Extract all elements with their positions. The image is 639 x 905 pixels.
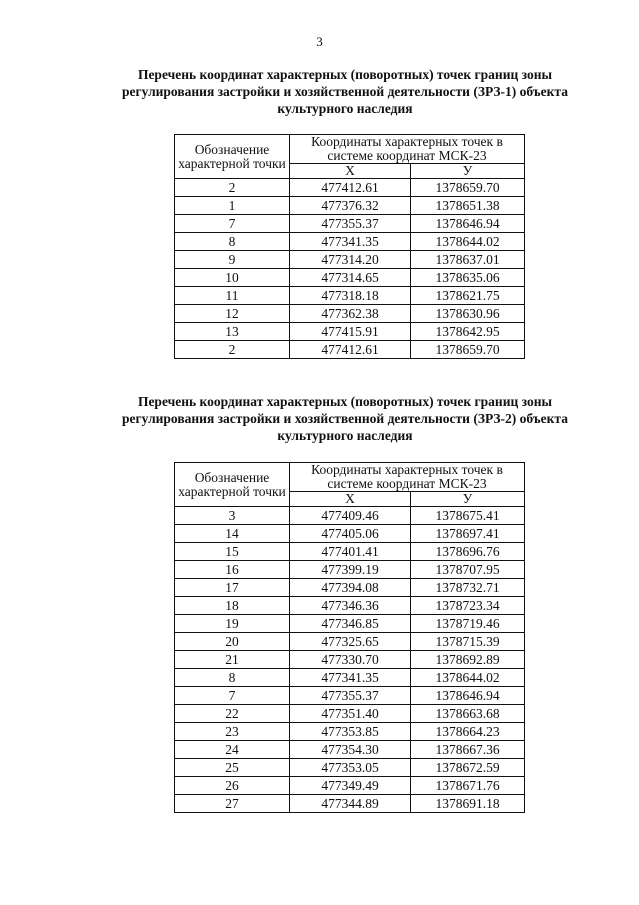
cell-point-id: 27 xyxy=(175,795,290,813)
cell-point-id: 22 xyxy=(175,705,290,723)
table-row xyxy=(175,687,525,705)
cell-point-id: 9 xyxy=(175,251,290,269)
cell-y: 1378646.94 xyxy=(411,215,525,233)
table-row xyxy=(175,651,525,669)
column-header-y: У xyxy=(411,492,525,507)
cell-point-id: 7 xyxy=(175,687,290,705)
table-row xyxy=(175,597,525,615)
column-header-y: У xyxy=(411,164,525,179)
cell-y: 1378659.70 xyxy=(411,179,525,197)
cell-x: 477346.85 xyxy=(290,615,411,633)
cell-point-id: 19 xyxy=(175,615,290,633)
table-body xyxy=(175,179,525,359)
table-row xyxy=(175,669,525,687)
coordinates-table-zrz-1 xyxy=(174,134,525,359)
cell-x: 477344.89 xyxy=(290,795,411,813)
cell-point-id: 23 xyxy=(175,723,290,741)
cell-x: 477412.61 xyxy=(290,341,411,359)
table-row xyxy=(175,305,525,323)
table-row xyxy=(175,215,525,233)
cell-point-id: 26 xyxy=(175,777,290,795)
table-row xyxy=(175,561,525,579)
table-row xyxy=(175,525,525,543)
cell-x: 477349.49 xyxy=(290,777,411,795)
cell-x: 477409.46 xyxy=(290,507,411,525)
column-header-point: Обозначение характерной точки xyxy=(175,463,290,507)
cell-y: 1378719.46 xyxy=(411,615,525,633)
cell-point-id: 3 xyxy=(175,507,290,525)
cell-y: 1378692.89 xyxy=(411,651,525,669)
column-header-x: Х xyxy=(290,164,411,179)
cell-x: 477314.20 xyxy=(290,251,411,269)
cell-x: 477346.36 xyxy=(290,597,411,615)
table-row xyxy=(175,233,525,251)
table-row xyxy=(175,543,525,561)
cell-y: 1378642.95 xyxy=(411,323,525,341)
cell-y: 1378691.18 xyxy=(411,795,525,813)
table-row xyxy=(175,197,525,215)
cell-y: 1378663.68 xyxy=(411,705,525,723)
cell-y: 1378667.36 xyxy=(411,741,525,759)
cell-x: 477354.30 xyxy=(290,741,411,759)
section-2-heading: Перечень координат характерных (поворотных) точек границ зоны регулирования застройки и хозяйственной деятельности (ЗРЗ-2) объекта культурного наследия xyxy=(122,394,568,443)
table-row xyxy=(175,269,525,287)
cell-y: 1378659.70 xyxy=(411,341,525,359)
cell-x: 477353.05 xyxy=(290,759,411,777)
column-header-x: Х xyxy=(290,492,411,507)
cell-x: 477355.37 xyxy=(290,215,411,233)
table-row xyxy=(175,579,525,597)
cell-point-id: 8 xyxy=(175,233,290,251)
cell-point-id: 14 xyxy=(175,525,290,543)
cell-point-id: 18 xyxy=(175,597,290,615)
cell-point-id: 1 xyxy=(175,197,290,215)
table-row xyxy=(175,777,525,795)
coordinates-table-zrz-2 xyxy=(174,462,525,813)
cell-y: 1378621.75 xyxy=(411,287,525,305)
cell-x: 477318.18 xyxy=(290,287,411,305)
table-body xyxy=(175,507,525,813)
cell-y: 1378664.23 xyxy=(411,723,525,741)
cell-x: 477376.32 xyxy=(290,197,411,215)
cell-x: 477399.19 xyxy=(290,561,411,579)
cell-x: 477415.91 xyxy=(290,323,411,341)
cell-x: 477394.08 xyxy=(290,579,411,597)
table-row xyxy=(175,287,525,305)
cell-point-id: 21 xyxy=(175,651,290,669)
column-header-coordinates: Координаты характерных точек в системе координат МСК-23 xyxy=(290,463,525,492)
cell-y: 1378675.41 xyxy=(411,507,525,525)
cell-x: 477412.61 xyxy=(290,179,411,197)
cell-point-id: 13 xyxy=(175,323,290,341)
cell-point-id: 10 xyxy=(175,269,290,287)
cell-y: 1378707.95 xyxy=(411,561,525,579)
column-header-coordinates: Координаты характерных точек в системе координат МСК-23 xyxy=(290,135,525,164)
table-row xyxy=(175,615,525,633)
cell-y: 1378672.59 xyxy=(411,759,525,777)
cell-y: 1378715.39 xyxy=(411,633,525,651)
cell-point-id: 12 xyxy=(175,305,290,323)
section-1-heading: Перечень координат характерных (поворотных) точек границ зоны регулирования застройки и хозяйственной деятельности (ЗРЗ-1) объекта культурного наследия xyxy=(122,67,568,116)
cell-point-id: 24 xyxy=(175,741,290,759)
cell-x: 477362.38 xyxy=(290,305,411,323)
cell-x: 477325.65 xyxy=(290,633,411,651)
cell-x: 477314.65 xyxy=(290,269,411,287)
cell-point-id: 17 xyxy=(175,579,290,597)
cell-y: 1378651.38 xyxy=(411,197,525,215)
cell-y: 1378696.76 xyxy=(411,543,525,561)
table-row xyxy=(175,759,525,777)
cell-y: 1378644.02 xyxy=(411,669,525,687)
table-row xyxy=(175,741,525,759)
cell-x: 477353.85 xyxy=(290,723,411,741)
cell-x: 477341.35 xyxy=(290,233,411,251)
cell-y: 1378732.71 xyxy=(411,579,525,597)
cell-point-id: 7 xyxy=(175,215,290,233)
cell-point-id: 25 xyxy=(175,759,290,777)
table-row xyxy=(175,341,525,359)
cell-point-id: 15 xyxy=(175,543,290,561)
cell-y: 1378697.41 xyxy=(411,525,525,543)
table-row xyxy=(175,251,525,269)
table-row xyxy=(175,795,525,813)
table-row xyxy=(175,633,525,651)
cell-point-id: 2 xyxy=(175,341,290,359)
column-header-point: Обозначение характерной точки xyxy=(175,135,290,179)
cell-y: 1378635.06 xyxy=(411,269,525,287)
table-row xyxy=(175,179,525,197)
cell-y: 1378723.34 xyxy=(411,597,525,615)
cell-x: 477330.70 xyxy=(290,651,411,669)
cell-point-id: 2 xyxy=(175,179,290,197)
page-number: 3 xyxy=(316,34,323,49)
cell-point-id: 11 xyxy=(175,287,290,305)
table-row xyxy=(175,705,525,723)
cell-x: 477355.37 xyxy=(290,687,411,705)
table-row xyxy=(175,723,525,741)
cell-x: 477351.40 xyxy=(290,705,411,723)
cell-point-id: 16 xyxy=(175,561,290,579)
cell-y: 1378671.76 xyxy=(411,777,525,795)
cell-y: 1378644.02 xyxy=(411,233,525,251)
table-row xyxy=(175,507,525,525)
cell-y: 1378630.96 xyxy=(411,305,525,323)
cell-x: 477341.35 xyxy=(290,669,411,687)
cell-y: 1378646.94 xyxy=(411,687,525,705)
cell-x: 477405.06 xyxy=(290,525,411,543)
cell-y: 1378637.01 xyxy=(411,251,525,269)
cell-point-id: 20 xyxy=(175,633,290,651)
table-row xyxy=(175,323,525,341)
cell-point-id: 8 xyxy=(175,669,290,687)
cell-x: 477401.41 xyxy=(290,543,411,561)
